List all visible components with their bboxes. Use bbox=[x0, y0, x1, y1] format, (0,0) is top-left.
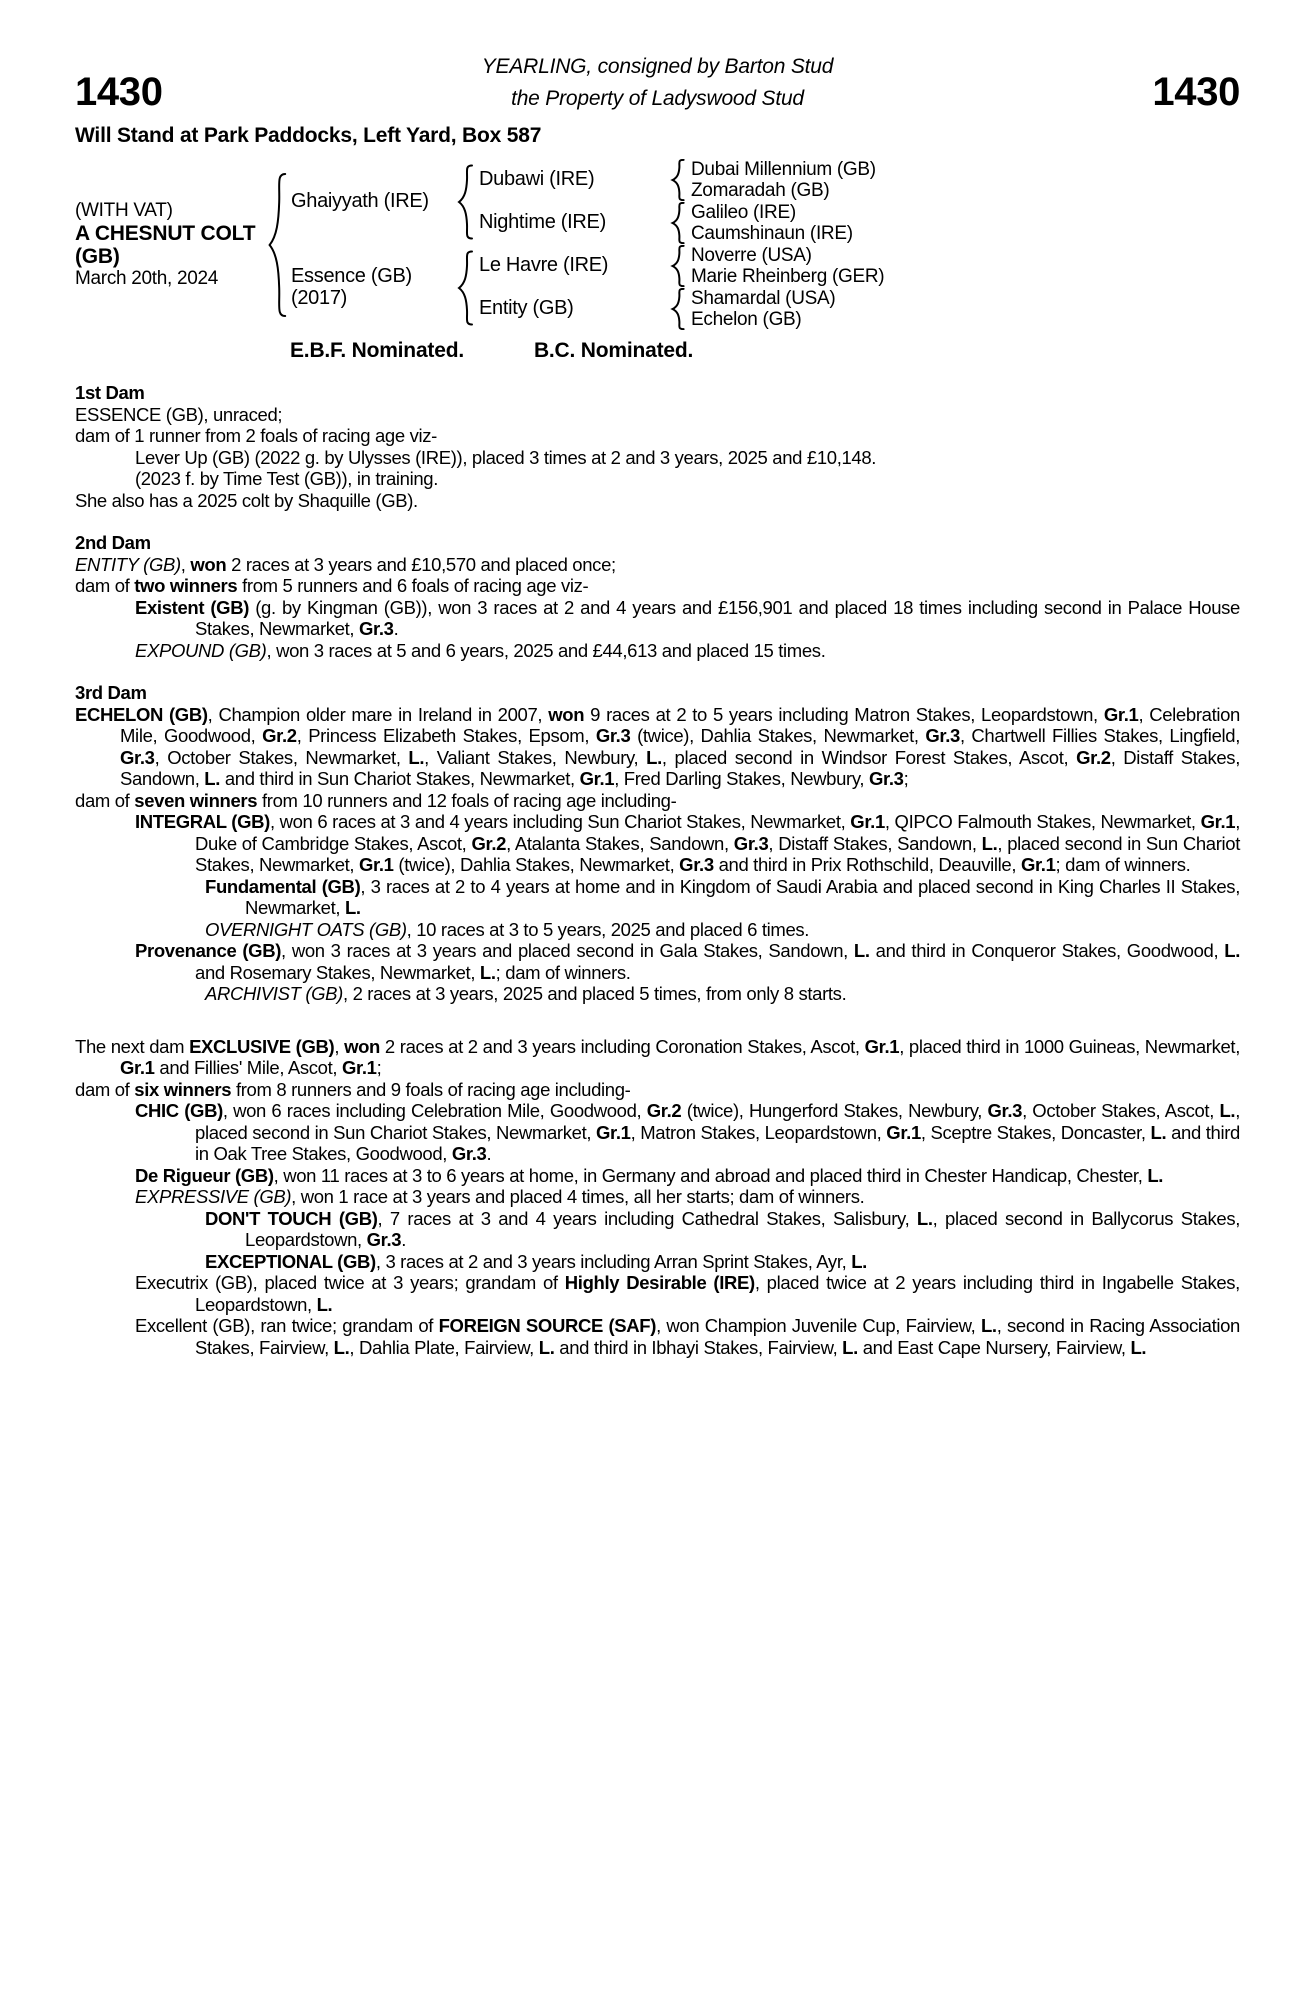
pedigree-paragraph bbox=[75, 811, 1240, 876]
text-run: , Champion older mare in Ireland in 2007, bbox=[207, 703, 549, 725]
text-run: , Matron Stakes, Leopardstown, bbox=[630, 1121, 887, 1143]
text-run: Gr.3 bbox=[120, 746, 155, 768]
pedigree-paragraph bbox=[75, 940, 1240, 983]
text-run: and third in Sun Chariot Stakes, Newmarket, bbox=[220, 768, 580, 789]
text-run: , Chartwell Fillies Stakes, Lingfield, bbox=[959, 725, 1240, 746]
pedigree-paragraph bbox=[75, 640, 1240, 662]
text-run: , second in Racing Association Stakes, Fairview, bbox=[195, 1315, 1240, 1358]
text-run: L. bbox=[1219, 1100, 1236, 1121]
text-run: , won 6 races at 3 and 4 years including Sun Chariot Stakes, Newmarket, bbox=[269, 811, 851, 832]
text-run: Gr.1 bbox=[359, 854, 394, 875]
text-run: and Fillies' Mile, Ascot, bbox=[154, 1057, 342, 1078]
header-center bbox=[235, 56, 1080, 110]
text-run: Gr.3 bbox=[451, 1143, 487, 1164]
dam-heading: 3rd Dam bbox=[75, 682, 147, 703]
text-run: Gr.1 bbox=[341, 1057, 377, 1078]
text-run: Gr.1 bbox=[850, 811, 885, 832]
text-run: Provenance (GB) bbox=[135, 940, 282, 961]
text-run: , placed second in Ballycorus Stakes, Leopardstown, bbox=[245, 1207, 1241, 1250]
sire-sire-cell: Dubawi (IRE) bbox=[479, 168, 595, 191]
pedigree-brace-icon bbox=[456, 250, 476, 326]
vat-note: (WITH VAT) bbox=[75, 200, 173, 221]
text-run: Gr.1 bbox=[1200, 811, 1236, 832]
pedigree-paragraph bbox=[75, 876, 1240, 919]
dam-year: (2017) bbox=[291, 286, 348, 309]
text-run: . bbox=[486, 1143, 492, 1164]
pedigree-paragraph bbox=[75, 425, 1240, 447]
pedigree-table bbox=[75, 159, 1240, 331]
text-run: , Dahlia Plate, Fairview, bbox=[349, 1336, 539, 1358]
text-run: 2 races at 2 and 3 years including Coronation Stakes, Ascot, bbox=[380, 1035, 865, 1057]
text-run: Gr.2 bbox=[262, 725, 297, 746]
text-run: , bbox=[180, 553, 191, 575]
pedigree-brace-icon bbox=[670, 159, 687, 201]
text-run: She also has a 2025 colt by Shaquille (GB). bbox=[75, 489, 418, 511]
text-run: L. bbox=[316, 1293, 333, 1315]
gen3-ancestor: Caumshinaun (IRE) bbox=[691, 223, 853, 244]
dam-section bbox=[75, 1036, 1240, 1359]
subject-foaling-date: March 20th, 2024 bbox=[75, 267, 219, 289]
text-run: 2 races at 3 years and £10,570 and placed once; bbox=[226, 553, 616, 575]
text-run: and third in Conqueror Stakes, Goodwood, bbox=[869, 940, 1225, 961]
text-run: Gr.1 bbox=[886, 1121, 921, 1143]
consignment-line: YEARLING, consigned by Barton Stud bbox=[481, 55, 834, 78]
text-run: Gr.3 bbox=[868, 768, 904, 789]
text-run: FOREIGN SOURCE (SAF) bbox=[438, 1315, 657, 1336]
text-run: Gr.3 bbox=[925, 725, 960, 746]
text-run: Gr.3 bbox=[595, 725, 631, 746]
pedigree-paragraph bbox=[75, 1079, 1240, 1101]
pedigree-brace-icon bbox=[670, 288, 687, 330]
text-run: ESSENCE (GB), unraced; bbox=[75, 403, 283, 425]
text-run: Gr.1 bbox=[1103, 703, 1139, 725]
text-run: ; bbox=[903, 768, 909, 789]
sire-name: Ghaiyyath (IRE) bbox=[291, 189, 429, 212]
dam-heading: 1st Dam bbox=[75, 382, 145, 403]
text-run: ; bbox=[376, 1057, 382, 1078]
gen3-ancestor: Galileo (IRE) bbox=[691, 201, 796, 223]
pedigree-paragraph bbox=[75, 1036, 1240, 1079]
subject-name: A CHESNUT COLT bbox=[75, 221, 256, 245]
text-run: L. bbox=[981, 832, 998, 854]
text-run: (twice), Dahlia Stakes, Newmarket, bbox=[630, 725, 926, 746]
pedigree-paragraph bbox=[75, 983, 1240, 1005]
lot-number-left: 1430 bbox=[75, 70, 163, 114]
text-run: The next dam bbox=[75, 1035, 190, 1057]
text-run: Gr.1 bbox=[864, 1035, 900, 1057]
text-run: EXPRESSIVE (GB) bbox=[135, 1186, 292, 1207]
text-run: , Fred Darling Stakes, Newbury, bbox=[614, 768, 869, 789]
text-run: dam of bbox=[75, 575, 135, 596]
pedigree-brace-icon bbox=[266, 171, 290, 319]
sire-dam-cell: Nightime (IRE) bbox=[479, 211, 606, 234]
gen3-ancestor: Zomaradah (GB) bbox=[691, 180, 830, 201]
text-run: Gr.1 bbox=[596, 1121, 631, 1143]
dam-section bbox=[75, 682, 1240, 1005]
text-run: (g. by Kingman (GB)), won 3 races at 2 and 4 years and £156,901 and placed 18 times including second in Palace House Stakes, Newmarket, bbox=[195, 596, 1240, 639]
gen3-ancestor: Marie Rheinberg (GER) bbox=[691, 266, 885, 287]
nominations-row bbox=[75, 340, 1240, 362]
pedigree-paragraph bbox=[75, 597, 1240, 640]
text-run: EXCLUSIVE (GB) bbox=[189, 1035, 335, 1057]
text-run: L. bbox=[1224, 940, 1240, 961]
text-run: from 5 runners and 6 foals of racing age viz- bbox=[237, 575, 589, 596]
text-run: (2023 f. by Time Test (GB)), in training. bbox=[135, 468, 439, 489]
text-run: , QIPCO Falmouth Stakes, Newmarket, bbox=[884, 811, 1201, 832]
pedigree-paragraph bbox=[75, 1315, 1240, 1358]
text-run: Lever Up (GB) (2022 g. by Ulysses (IRE)), placed 3 times at 2 and 3 years, 2025 and £10,148. bbox=[135, 446, 877, 468]
text-run: Gr.3 bbox=[987, 1100, 1023, 1121]
text-run: , 3 races at 2 to 4 years at home and in Kingdom of Saudi Arabia and placed second in King Charles II Stakes, Newmarket, bbox=[245, 875, 1240, 918]
text-run: , Princess Elizabeth Stakes, Epsom, bbox=[296, 725, 596, 746]
text-run: , October Stakes, Ascot, bbox=[1022, 1100, 1220, 1121]
text-run: ; dam of winners. bbox=[1055, 854, 1191, 875]
text-run: , placed second in Sun Chariot Stakes, Newmarket, bbox=[195, 832, 1241, 875]
dam-cell bbox=[291, 245, 453, 331]
stand-location: Will Stand at Park Paddocks, Left Yard, Box 587 bbox=[75, 124, 542, 147]
text-run: EXPOUND (GB) bbox=[135, 639, 267, 661]
text-run: Excellent (GB), ran twice; grandam of bbox=[135, 1315, 439, 1336]
text-run: ECHELON (GB) bbox=[75, 703, 208, 725]
dam-name: Essence (GB) bbox=[291, 265, 412, 287]
text-run: Gr.3 bbox=[679, 854, 714, 875]
sire-cell bbox=[291, 159, 453, 245]
property-line: the Property of Ladyswood Stud bbox=[511, 86, 804, 110]
text-run: L. bbox=[646, 746, 662, 768]
text-run: , placed twice at 2 years including third in Ingabelle Stakes, Leopardstown, bbox=[195, 1272, 1240, 1315]
text-run: , placed third in 1000 Guineas, Newmarket, bbox=[899, 1035, 1240, 1057]
text-run: , 3 races at 2 and 3 years including Arran Sprint Stakes, Ayr, bbox=[375, 1250, 852, 1272]
text-run: , won 3 races at 3 years and placed second in Gala Stakes, Sandown, bbox=[281, 940, 854, 961]
text-run: Fundamental (GB) bbox=[205, 875, 361, 897]
bc-nominated: B.C. Nominated. bbox=[533, 338, 694, 362]
dam-dam-cell: Entity (GB) bbox=[479, 297, 574, 320]
text-run: , 10 races at 3 to 5 years, 2025 and placed 6 times. bbox=[406, 918, 810, 940]
text-run: and third in Oak Tree Stakes, Goodwood, bbox=[195, 1121, 1240, 1164]
text-run: L. bbox=[1150, 1121, 1167, 1143]
text-run: and Rosemary Stakes, Newmarket, bbox=[195, 961, 480, 983]
dam-sire-cell: Le Havre (IRE) bbox=[479, 254, 609, 277]
text-run: dam of 1 runner from 2 foals of racing age viz- bbox=[75, 425, 437, 446]
text-run: , 7 races at 3 and 4 years including Cathedral Stakes, Salisbury, bbox=[377, 1207, 917, 1229]
lot-number-right: 1430 bbox=[1152, 70, 1240, 114]
text-run: L. bbox=[333, 1336, 350, 1358]
subject-block bbox=[75, 159, 265, 331]
text-run: L. bbox=[916, 1207, 933, 1229]
text-run: won bbox=[548, 703, 585, 725]
text-run: , 2 races at 3 years, 2025 and placed 5 times, from only 8 starts. bbox=[342, 983, 847, 1004]
text-run: , won Champion Juvenile Cup, Fairview, bbox=[656, 1315, 981, 1336]
text-run: , Distaff Stakes, Sandown, bbox=[768, 832, 982, 854]
text-run: won bbox=[190, 553, 227, 575]
text-run: , Celebration Mile, Goodwood, bbox=[120, 703, 1240, 746]
text-run: , won 6 races including Celebration Mile, Goodwood, bbox=[222, 1100, 647, 1121]
text-run: two winners bbox=[134, 575, 238, 596]
gen3-ancestor: Shamardal (USA) bbox=[691, 287, 836, 309]
dam-sections bbox=[75, 382, 1240, 1358]
text-run: , placed second in Sun Chariot Stakes, Newmarket, bbox=[195, 1100, 1240, 1143]
pedigree-paragraph bbox=[75, 1186, 1240, 1208]
text-run: L. bbox=[842, 1336, 858, 1358]
text-run: L. bbox=[204, 768, 221, 789]
text-run: DON'T TOUCH (GB) bbox=[205, 1207, 378, 1229]
text-run: EXCEPTIONAL (GB) bbox=[205, 1250, 376, 1272]
text-run: Executrix (GB), placed twice at 3 years; grandam of bbox=[135, 1272, 565, 1293]
dam-heading: 2nd Dam bbox=[75, 532, 151, 553]
text-run: dam of bbox=[75, 1078, 135, 1100]
pedigree-paragraph bbox=[75, 490, 1240, 512]
text-run: ENTITY (GB) bbox=[75, 553, 181, 575]
text-run: (twice), Hungerford Stakes, Newbury, bbox=[681, 1100, 988, 1121]
text-run: . bbox=[401, 1229, 407, 1250]
text-run: , placed second in Windsor Forest Stakes, Ascot, bbox=[661, 746, 1077, 768]
pedigree-paragraph bbox=[75, 1208, 1240, 1251]
text-run: 9 races at 2 to 5 years including Matron Stakes, Leopardstown, bbox=[584, 703, 1104, 725]
pedigree-paragraph bbox=[75, 1251, 1240, 1273]
text-run: . bbox=[393, 618, 399, 639]
text-run: , Duke of Cambridge Stakes, Ascot, bbox=[195, 811, 1240, 854]
pedigree-brace-icon bbox=[670, 245, 687, 287]
text-run: L. bbox=[538, 1336, 555, 1358]
text-run: OVERNIGHT OATS (GB) bbox=[205, 918, 407, 940]
pedigree-paragraph bbox=[75, 1100, 1240, 1165]
text-run: Gr.3 bbox=[733, 832, 769, 854]
text-run: Gr.3 bbox=[366, 1229, 402, 1250]
text-run: Highly Desirable (IRE) bbox=[564, 1272, 755, 1293]
text-run: , Valiant Stakes, Newbury, bbox=[424, 746, 647, 768]
page-header bbox=[75, 55, 1240, 114]
text-run: L. bbox=[479, 961, 496, 983]
pedigree-paragraph bbox=[75, 919, 1240, 941]
text-run: won bbox=[344, 1035, 381, 1057]
pedigree-paragraph bbox=[75, 554, 1240, 576]
text-run: CHIC (GB) bbox=[135, 1100, 223, 1121]
text-run: L. bbox=[851, 1250, 867, 1272]
text-run: Existent (GB) bbox=[135, 596, 250, 618]
pedigree-paragraph bbox=[75, 404, 1240, 426]
text-run: L. bbox=[1147, 1164, 1164, 1186]
gen3-ancestor: Noverre (USA) bbox=[691, 244, 812, 266]
pedigree-paragraph bbox=[75, 1272, 1240, 1315]
text-run: Gr.1 bbox=[1020, 854, 1056, 875]
text-run: , Atalanta Stakes, Sandown, bbox=[506, 832, 734, 854]
text-run: and third in Prix Rothschild, Deauville, bbox=[713, 854, 1021, 875]
text-run: L. bbox=[980, 1315, 997, 1336]
subject-country: (GB) bbox=[75, 244, 120, 268]
pedigree-paragraph bbox=[75, 704, 1240, 790]
text-run: six winners bbox=[134, 1078, 232, 1100]
text-run: , won 11 races at 3 to 6 years at home, in Germany and abroad and placed third in Chester Handicap, Chester, bbox=[273, 1164, 1148, 1186]
text-run: L. bbox=[1130, 1336, 1147, 1358]
text-run: (twice), Dahlia Stakes, Newmarket, bbox=[393, 854, 680, 875]
pedigree-paragraph bbox=[75, 790, 1240, 812]
text-run: , won 1 race at 3 years and placed 4 times, all her starts; dam of winners. bbox=[291, 1186, 865, 1207]
text-run: ; dam of winners. bbox=[495, 961, 631, 983]
dam-section bbox=[75, 382, 1240, 511]
text-run: Gr.2 bbox=[471, 832, 507, 854]
text-run: ARCHIVIST (GB) bbox=[205, 983, 343, 1004]
gen3-ancestor: Dubai Millennium (GB) bbox=[691, 158, 876, 180]
text-run: , won 3 races at 5 and 6 years, 2025 and £44,613 and placed 15 times. bbox=[266, 639, 826, 661]
dam-section bbox=[75, 532, 1240, 661]
text-run: and East Cape Nursery, Fairview, bbox=[857, 1336, 1131, 1358]
pedigree-paragraph bbox=[75, 1165, 1240, 1187]
text-run: INTEGRAL (GB) bbox=[135, 811, 270, 832]
text-run: from 8 runners and 9 foals of racing age including- bbox=[231, 1078, 631, 1100]
text-run: Gr.3 bbox=[359, 618, 394, 639]
text-run: Gr.2 bbox=[1076, 746, 1111, 768]
pedigree-paragraph bbox=[75, 447, 1240, 469]
pedigree-brace-icon bbox=[456, 164, 476, 240]
text-run: seven winners bbox=[134, 789, 258, 811]
text-run: , Distaff Stakes, Sandown, bbox=[120, 746, 1240, 789]
text-run: De Rigueur (GB) bbox=[135, 1164, 274, 1186]
gen3-ancestor: Echelon (GB) bbox=[691, 309, 802, 330]
pedigree-paragraph bbox=[75, 468, 1240, 490]
text-run: L. bbox=[408, 746, 425, 768]
text-run: , Sceptre Stakes, Doncaster, bbox=[920, 1121, 1151, 1143]
text-run: , bbox=[334, 1035, 345, 1057]
text-run: Gr.2 bbox=[646, 1100, 682, 1121]
text-run: Gr.1 bbox=[579, 768, 615, 789]
text-run: from 10 runners and 12 foals of racing age including- bbox=[257, 789, 677, 811]
text-run: dam of bbox=[75, 789, 135, 811]
text-run: L. bbox=[853, 940, 870, 961]
text-run: Gr.1 bbox=[120, 1057, 155, 1078]
text-run: and third in Ibhayi Stakes, Fairview, bbox=[554, 1336, 843, 1358]
pedigree-paragraph bbox=[75, 575, 1240, 597]
ebf-nominated: E.B.F. Nominated. bbox=[290, 338, 464, 362]
pedigree-brace-icon bbox=[670, 202, 687, 244]
text-run: , October Stakes, Newmarket, bbox=[154, 746, 409, 768]
text-run: L. bbox=[344, 897, 361, 918]
